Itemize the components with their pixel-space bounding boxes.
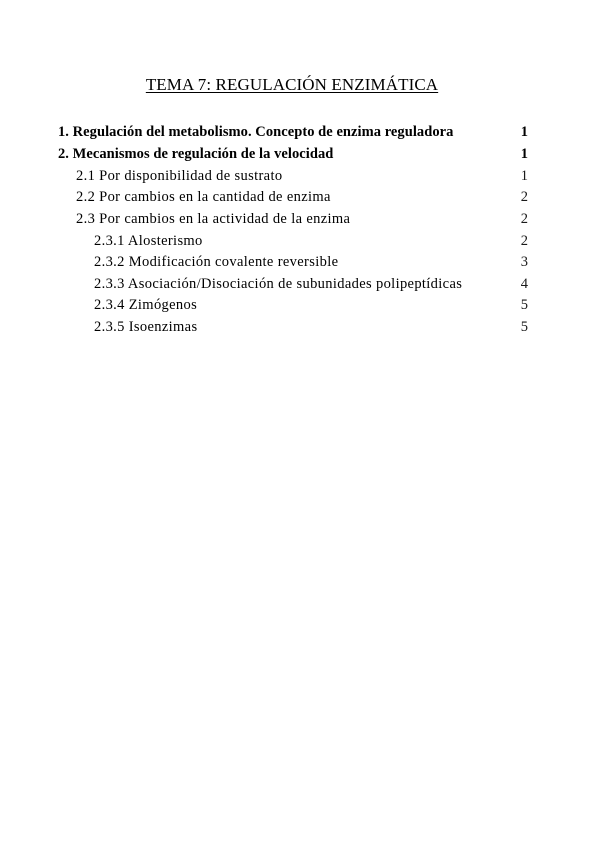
toc-entry-text: 2.3.4 Zimógenos — [94, 297, 198, 314]
toc-entry-page: 2 — [520, 210, 528, 227]
document-title: TEMA 7: REGULACIÓN ENZIMÁTICA — [145, 75, 439, 94]
toc-entry-text: 2.3 Por cambios en la actividad de la enzima — [76, 210, 351, 227]
toc-entry-text: 2. Mecanismos de regulación de la velocidad — [58, 146, 334, 163]
toc-entry — [0, 252, 600, 274]
toc-entry-page: 1 — [520, 167, 528, 184]
toc-entry-page: 1 — [520, 124, 528, 140]
toc-entry — [0, 121, 600, 143]
toc-entry — [0, 295, 600, 317]
toc-entry — [0, 274, 600, 296]
toc-entry-page: 3 — [520, 254, 528, 271]
toc-entry — [0, 166, 600, 188]
toc-entry-page: 1 — [520, 146, 528, 163]
table-of-contents — [0, 121, 600, 339]
toc-entry-text: 2.3.3 Asociación/Disociación de subunidades polipeptídicas — [94, 275, 463, 292]
toc-entry-page: 5 — [520, 297, 528, 314]
toc-entry-page: 2 — [520, 189, 528, 206]
toc-entry — [0, 209, 600, 231]
toc-entry-text: 2.3.5 Isoenzimas — [94, 318, 198, 335]
toc-entry-text: 2.3.1 Alosterismo — [94, 232, 203, 249]
toc-entry-text: 1. Regulación del metabolismo. Concepto de enzima reguladora — [58, 124, 454, 140]
toc-entry-text: 2.3.2 Modificación covalente reversible — [94, 254, 339, 271]
toc-entry — [0, 143, 600, 165]
toc-entry-page: 2 — [520, 232, 528, 249]
toc-entry — [0, 317, 600, 339]
toc-entry-page: 4 — [520, 275, 528, 292]
toc-entry — [0, 187, 600, 209]
toc-entry-page: 5 — [520, 318, 528, 335]
toc-entry-text: 2.2 Por cambios en la cantidad de enzima — [76, 189, 331, 206]
toc-entry-text: 2.1 Por disponibilidad de sustrato — [76, 167, 283, 184]
toc-entry — [0, 231, 600, 253]
